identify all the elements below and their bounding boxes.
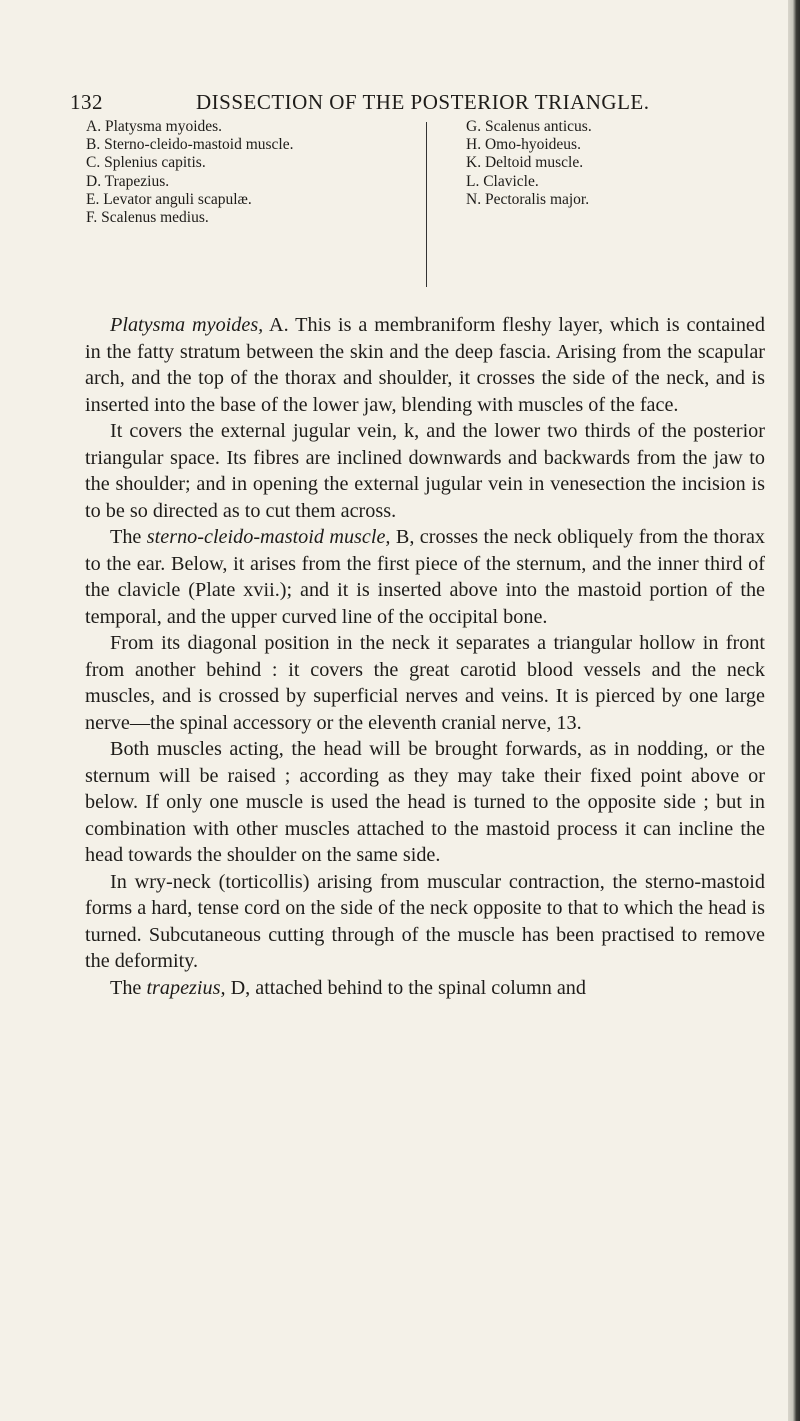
paragraph [85, 736, 765, 869]
legend-item: H. Omo-hyoideus. [466, 136, 581, 154]
paragraph-pre: The [110, 976, 147, 999]
legend-item: K. Deltoid muscle. [466, 154, 584, 172]
paragraph [85, 630, 765, 736]
paragraph-lead: sterno-cleido-mastoid muscle, [146, 526, 391, 548]
paragraph-text: It covers the external jugular vein, k, and the lower two thirds of the posterior triangular space. Its fibres are inclined downwards and backwards from the jaw to the shoulder; and in opening the external jugular vein in venesection the incision is to be so directed as to cut them across. [85, 420, 765, 522]
paragraph [85, 524, 765, 630]
page-edge [788, 0, 800, 1421]
paragraph [85, 869, 765, 975]
paragraph [85, 312, 765, 418]
paragraph-text: Both muscles acting, the head will be brought forwards, as in nodding, or the sternum will be raised ; according as they may take their fixed point above or below. If only one muscle is used the head is turned to the opposite side ; but in combination with other muscles attached to the mastoid process it can incline the head towards the shoulder on the same side. [85, 738, 765, 866]
paragraph-text: From its diagonal position in the neck it separates a triangular hollow in front from another behind : it covers the great carotid blood vessels and the neck muscles, and is crossed by superficial nerves and veins. It is pierced by one large nerve—the spinal accessory or the eleventh cranial nerve, 13. [85, 632, 765, 734]
paragraph-pre: The [110, 526, 147, 548]
figure-legend [86, 118, 706, 298]
body-text [85, 312, 765, 1001]
legend-item: C. Splenius capitis. [86, 154, 206, 172]
paragraph-lead: trapezius, [146, 976, 226, 999]
legend-divider [426, 122, 427, 287]
legend-item: A. Platysma myoides. [86, 118, 223, 135]
legend-item: F. Scalenus medius. [86, 209, 209, 227]
legend-item: E. Levator anguli scapulæ. [86, 190, 252, 208]
legend-item: N. Pectoralis major. [466, 190, 590, 208]
paragraph-text: In wry-neck (torticollis) arising from muscular contraction, the sterno-mastoid forms a hard, tense cord on the side of the neck opposite to that to which the head is turned. Subcutaneous cutting through of the muscle has been practised to remove the deformity. [85, 870, 765, 972]
paragraph [85, 975, 765, 1002]
paragraph-text: D, attached behind to the spinal column and [225, 976, 586, 999]
legend-item: L. Clavicle. [466, 172, 539, 190]
paragraph-text: B, crosses the neck obliquely from the thorax to the ear. Below, it arises from the first piece of the sternum, and the inner third of the clavicle (Plate xvii.); and it is inserted above into the mastoid portion of the temporal, and the upper curved line of the occipital bone. [85, 526, 766, 628]
paragraph-text: A. This is a membraniform fleshy layer, which is contained in the fatty stratum between the skin and the deep fascia. Arising from the scapular arch, and the top of the thorax and shoulder, it crosses the side of the neck, and is inserted into the base of the lower jaw, blending with muscles of the face. [85, 314, 765, 416]
paragraph-lead: Platysma myoides, [110, 314, 264, 336]
legend-column-right [466, 118, 592, 209]
legend-item: D. Trapezius. [86, 172, 170, 190]
legend-column-left [86, 118, 294, 227]
paragraph [85, 418, 765, 524]
legend-item: B. Sterno-cleido-mastoid muscle. [86, 136, 294, 154]
page-number: 132 [70, 90, 103, 114]
page-title: DISSECTION OF THE POSTERIOR TRIANGLE. [196, 90, 650, 114]
legend-item: G. Scalenus anticus. [466, 118, 592, 135]
